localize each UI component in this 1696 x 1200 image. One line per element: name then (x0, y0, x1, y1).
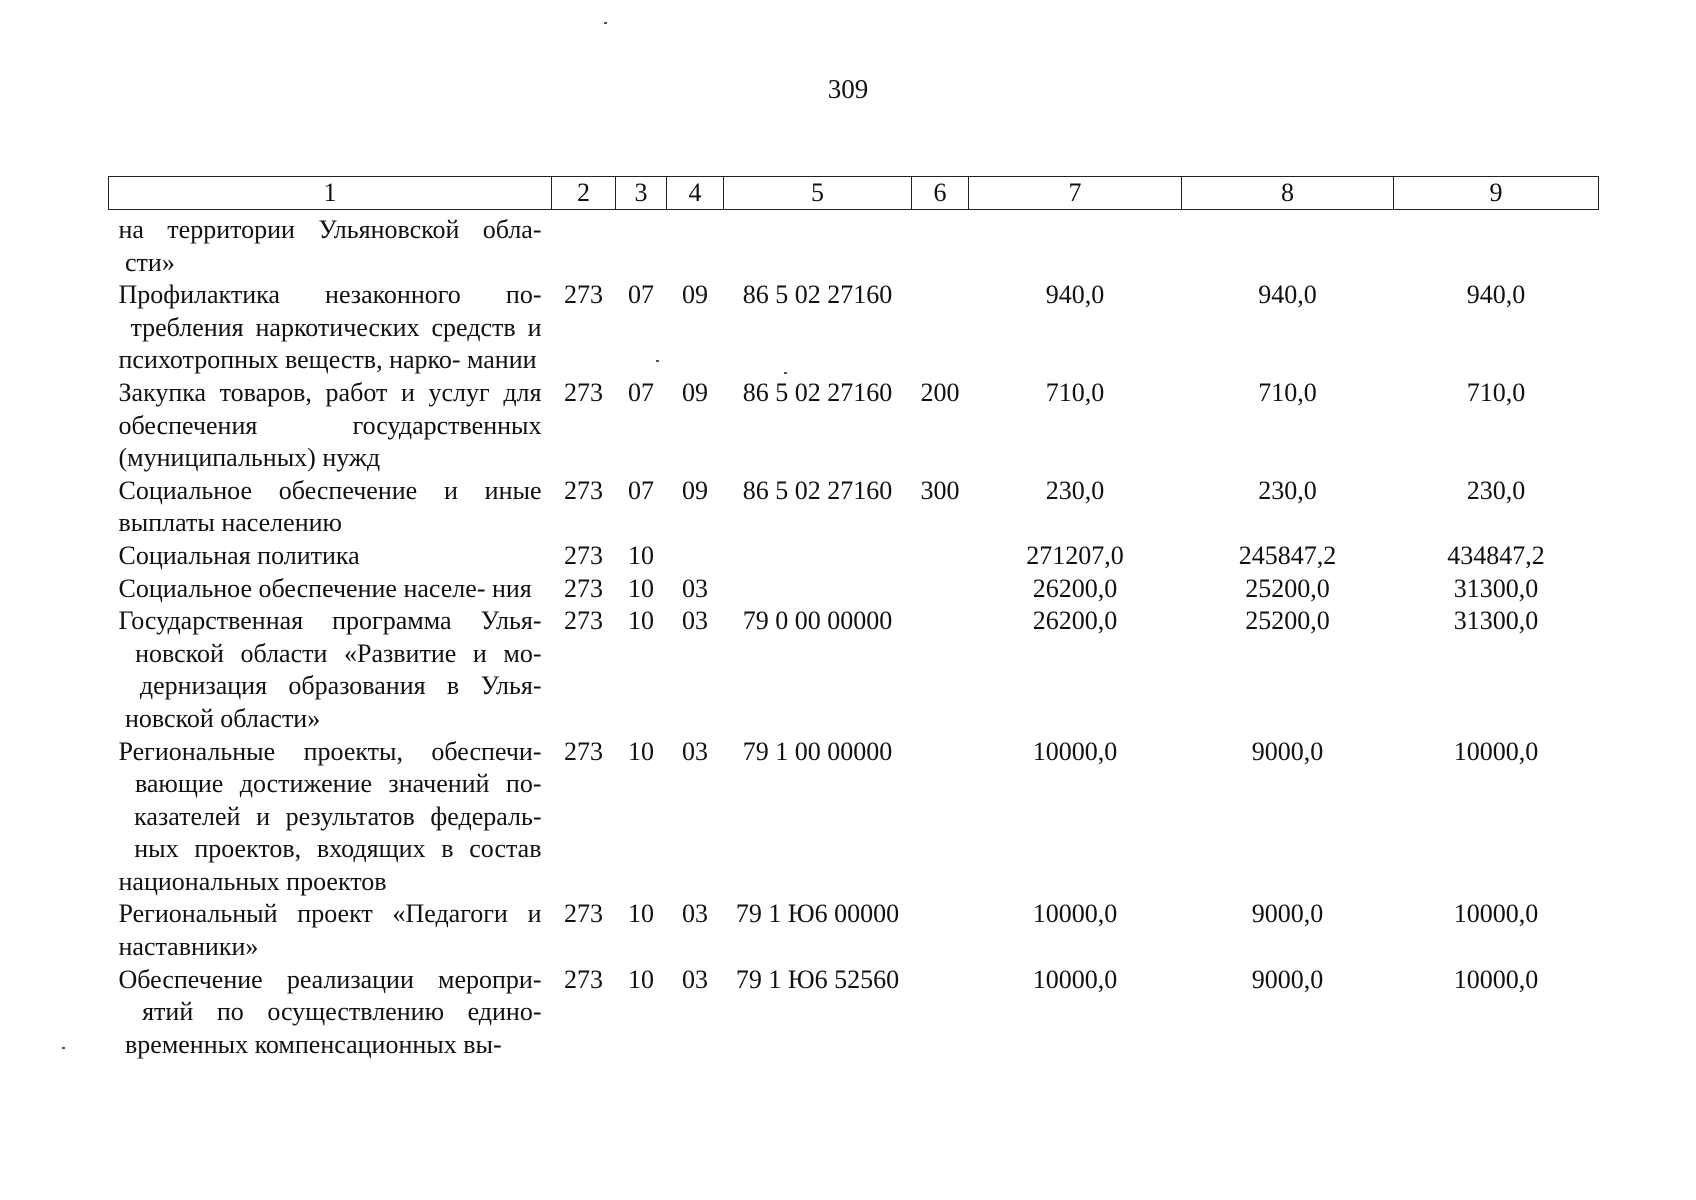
cell-col-7: 10000,0 (1032, 964, 1118, 994)
row-name-cell: Государственная программа Улья- новской области «Развитие и мо- дернизация образования в Улья- новской области» (118, 606, 542, 733)
cell-col-2: 273 (564, 475, 603, 505)
cell-col-6 (912, 210, 969, 280)
cell-col-9: 10000,0 (1453, 736, 1539, 766)
column-header-5: 5 (724, 177, 912, 210)
column-header-1: 1 (109, 177, 552, 210)
cell-col-4 (667, 540, 724, 573)
cell-col-3: 07 (628, 475, 654, 505)
cell-col-6 (912, 898, 969, 963)
table-row (109, 210, 1599, 280)
row-name-cell: Региональный проект «Педагоги и наставники» (118, 899, 542, 962)
cell-col-3: 10 (628, 736, 654, 766)
cell-col-3: 10 (628, 540, 654, 570)
cell-col-7: 26200,0 (1032, 606, 1118, 636)
cell-col-3: 10 (628, 606, 654, 636)
cell-col-7: 710,0 (1045, 377, 1105, 407)
cell-col-5: 86 5 02 27160 (742, 475, 893, 505)
column-header-2: 2 (552, 177, 616, 210)
cell-col-8: 9000,0 (1251, 899, 1324, 929)
cell-col-6 (912, 279, 969, 377)
table-row (109, 898, 1599, 963)
table-row (109, 605, 1599, 735)
cell-col-6 (912, 540, 969, 573)
scan-speck (604, 22, 607, 24)
cell-col-7: 10000,0 (1032, 736, 1118, 766)
cell-col-7 (969, 210, 1182, 280)
cell-col-4: 03 (682, 573, 708, 603)
cell-col-2: 273 (564, 280, 603, 310)
row-name-cell: Закупка товаров, работ и услуг для обеспечения государственных (муниципальных) нужд (118, 377, 542, 473)
table-row (109, 964, 1599, 1062)
column-header-9: 9 (1394, 177, 1599, 210)
cell-col-9 (1394, 210, 1599, 280)
cell-col-4 (667, 210, 724, 280)
row-name-cell: Социальная политика (118, 540, 360, 570)
cell-col-6: 300 (920, 475, 960, 505)
table-row (109, 279, 1599, 377)
cell-col-8: 245847,2 (1238, 540, 1337, 570)
row-name-cell: Региональные проекты, обеспечи- вающие достижение значений по- казателей и результатов федераль- ных проектов, входящих в состав национальных проектов (118, 736, 542, 896)
cell-col-7: 230,0 (1045, 475, 1105, 505)
cell-col-9: 940,0 (1466, 280, 1526, 310)
page-number: 309 (827, 74, 869, 104)
cell-col-2: 273 (564, 964, 603, 994)
cell-col-4: 09 (682, 280, 708, 310)
cell-col-2: 273 (564, 606, 603, 636)
cell-col-9: 10000,0 (1453, 964, 1539, 994)
cell-col-2: 273 (564, 377, 603, 407)
budget-table (108, 176, 1599, 1061)
cell-col-2: 273 (564, 736, 603, 766)
cell-col-2: 273 (564, 573, 603, 603)
cell-col-4: 03 (682, 736, 708, 766)
cell-col-6 (912, 736, 969, 899)
cell-col-8: 25200,0 (1245, 573, 1330, 603)
cell-col-2: 273 (564, 899, 603, 929)
cell-col-5: 79 0 00 00000 (742, 606, 893, 636)
cell-col-4: 09 (682, 377, 708, 407)
cell-col-3 (616, 210, 667, 280)
cell-col-5: 79 1 Ю6 00000 (735, 899, 900, 929)
cell-col-5 (724, 573, 912, 606)
column-header-6: 6 (912, 177, 969, 210)
cell-col-6 (912, 605, 969, 735)
cell-col-3: 10 (628, 573, 654, 603)
cell-col-9: 230,0 (1466, 475, 1526, 505)
cell-col-5: 86 5 02 27160 (742, 280, 893, 310)
row-name-cell: Профилактика незаконного по- требления наркотических средств и психотропных веществ, нарко- мании (118, 280, 542, 375)
cell-col-7: 26200,0 (1032, 573, 1118, 603)
table-body (109, 210, 1599, 1062)
cell-col-3: 10 (628, 964, 654, 994)
cell-col-9: 10000,0 (1453, 899, 1539, 929)
cell-col-2: 273 (564, 540, 603, 570)
cell-col-8: 25200,0 (1245, 606, 1330, 636)
cell-col-7: 940,0 (1045, 280, 1105, 310)
column-header-7: 7 (969, 177, 1182, 210)
cell-col-9: 434847,2 (1447, 540, 1545, 570)
cell-col-4: 09 (682, 475, 708, 505)
cell-col-5 (724, 210, 912, 280)
column-header-8: 8 (1182, 177, 1394, 210)
row-name-cell: Социальное обеспечение населе- ния (118, 573, 532, 603)
cell-col-6: 200 (920, 377, 960, 407)
cell-col-4: 03 (682, 899, 708, 929)
cell-col-8: 710,0 (1258, 377, 1317, 407)
cell-col-5: 79 1 00 00000 (742, 736, 893, 766)
row-name-cell: Социальное обеспечение и иные выплаты населению (118, 475, 542, 538)
table-row (109, 475, 1599, 540)
cell-col-4: 03 (682, 964, 708, 994)
cell-col-5: 86 5 02 27160 (742, 377, 893, 407)
cell-col-3: 10 (628, 899, 654, 929)
column-header-3: 3 (616, 177, 667, 210)
row-name-cell: Обеспечение реализации меропри- ятий по осуществлению едино- временных компенсационных вы- (118, 964, 542, 1059)
cell-col-8 (1182, 210, 1394, 280)
cell-col-5 (724, 540, 912, 573)
cell-col-6 (912, 573, 969, 606)
table-row (109, 540, 1599, 573)
cell-col-5: 79 1 Ю6 52560 (735, 964, 900, 994)
scan-speck (62, 1047, 65, 1049)
cell-col-9: 31300,0 (1453, 606, 1539, 636)
cell-col-8: 9000,0 (1251, 736, 1324, 766)
cell-col-8: 230,0 (1258, 475, 1317, 505)
column-header-4: 4 (667, 177, 724, 210)
table-row (109, 736, 1599, 899)
cell-col-8: 9000,0 (1251, 964, 1324, 994)
table-row (109, 573, 1599, 606)
cell-col-7: 271207,0 (1026, 540, 1124, 570)
table-header-row (109, 177, 1599, 210)
row-name-cell: на территории Ульяновской обла- сти» (118, 215, 542, 277)
cell-col-2 (552, 210, 616, 280)
cell-col-9: 31300,0 (1453, 573, 1539, 603)
cell-col-9: 710,0 (1466, 377, 1526, 407)
cell-col-7: 10000,0 (1032, 899, 1118, 929)
table-row (109, 377, 1599, 475)
cell-col-4: 03 (682, 606, 708, 636)
cell-col-8: 940,0 (1258, 280, 1317, 310)
cell-col-3: 07 (628, 280, 654, 310)
cell-col-3: 07 (628, 377, 654, 407)
cell-col-6 (912, 964, 969, 1062)
